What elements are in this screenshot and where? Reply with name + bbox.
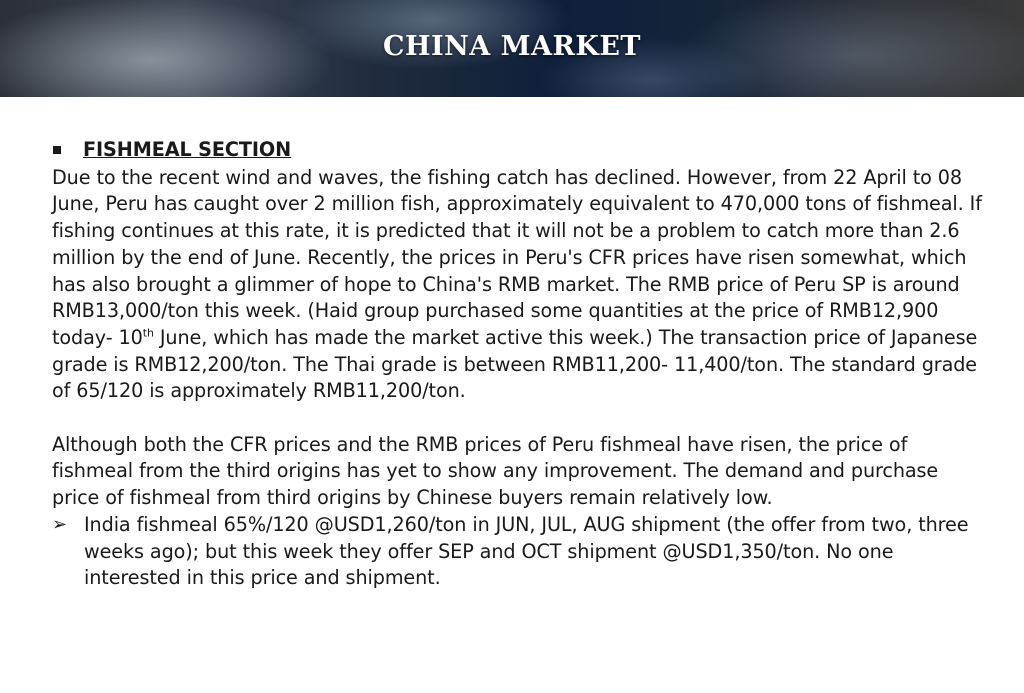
paragraph-1-part-1: Due to the recent wind and waves, the fishing catch has declined. However, from 22 April to 08 June, Peru has caught over 2 million fish, approximately equivalent to 470,000 tons of fishmeal. If fishing continues at this rate, it is predicted that it will not be a problem to catch more than 2.6 million by the end of June. Recently, the prices in Peru's CFR prices have risen somewhat, which has also brought a glimmer of hope to China's RMB market. The RMB price of Peru SP is around RMB13,000/ton this week. (Haid group purchased some quantities at the price of RMB12,900 today- 10 [52, 165, 982, 349]
paragraph-third-origins: Although both the CFR prices and the RMB prices of Peru fishmeal have risen, the price of fishmeal from the third origins has yet to show any improvement. The demand and purchase price of fishmeal from third origins by Chinese buyers remain relatively low. [52, 432, 939, 510]
ordinal-superscript: th [142, 326, 154, 340]
fishmeal-section [52, 137, 984, 592]
list-item [52, 512, 984, 592]
header-banner [0, 0, 1024, 97]
paragraph-spacer [52, 405, 984, 432]
page-title: CHINA MARKET [382, 31, 642, 62]
paragraph-catch-and-prices [52, 165, 984, 405]
paragraph-1-part-2: June, which has made the market active this week.) The transaction price of Japanese grade is RMB12,200/ton. The Thai grade is between RMB11,200- 11,400/ton. The standard grade of 65/120 is approximately RMB11,200/ton. [52, 325, 978, 403]
arrow-bullet-icon: ➢ [52, 513, 67, 535]
list-item-text: India fishmeal 65%/120 @USD1,260/ton in JUN, JUL, AUG shipment (the offer from two, three weeks ago); but this week they offer SEP and OCT shipment @USD1,350/ton. No one interested in this price and shipment. [84, 512, 969, 590]
section-heading [52, 137, 984, 164]
square-bullet-icon [53, 146, 61, 154]
section-heading-text: FISHMEAL SECTION [83, 138, 292, 161]
